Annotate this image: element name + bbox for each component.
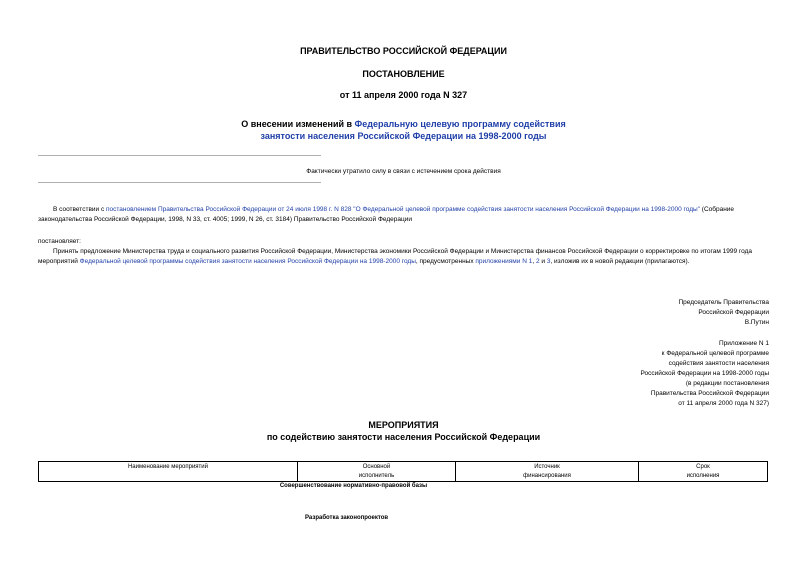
appendix-line-7: от 11 апреля 2000 года N 327) bbox=[678, 400, 769, 407]
appendix-header bbox=[640, 339, 769, 409]
column-header-deadline bbox=[639, 462, 768, 482]
resolution-828-link[interactable]: постановлением Правительства Российской Федерации от 24 июля 1998 г. N 828 "О Федеральной целевой программе содействия занятости населения Российской Федерации на 1998-2000 годы" bbox=[106, 206, 700, 213]
appendix-line-4: Российской Федерации на 1998-2000 годы bbox=[640, 370, 769, 377]
column-header-funding bbox=[456, 462, 639, 482]
measures-subtitle: по содействию занятости населения Российской Федерации bbox=[266, 432, 541, 442]
appendix-line-5: (в редакции постановления bbox=[685, 380, 769, 387]
appendix-3-link[interactable]: 3 bbox=[546, 258, 551, 265]
signature-block bbox=[678, 298, 769, 328]
column-header-name-text: Наименование мероприятий bbox=[127, 464, 209, 470]
column-header-executor-l1: Основной bbox=[362, 464, 391, 470]
body-separator-1: , bbox=[532, 258, 536, 265]
column-header-deadline-l1: Срок bbox=[696, 464, 710, 470]
appendix-2-link[interactable]: 2 bbox=[535, 258, 540, 265]
government-heading: ПРАВИТЕЛЬСТВО РОССИЙСКОЙ ФЕДЕРАЦИИ bbox=[300, 46, 507, 56]
signature-line-2: Российской Федерации bbox=[698, 309, 769, 316]
signature-line-3: В.Путин bbox=[744, 319, 769, 326]
preamble-paragraph bbox=[38, 205, 768, 225]
appendix-line-2: к Федеральной целевой программе bbox=[661, 350, 769, 357]
document-title bbox=[0, 118, 807, 142]
document-date-number: от 11 апреля 2000 года N 327 bbox=[339, 90, 468, 100]
column-header-funding-l1: Источник bbox=[534, 464, 560, 470]
body-paragraph bbox=[38, 247, 768, 267]
status-note: Фактически утратило силу в связи с истечением срока действия bbox=[306, 168, 501, 175]
appendix-1-link[interactable]: приложениями N 1 bbox=[475, 258, 533, 265]
measures-title: МЕРОПРИЯТИЯ bbox=[368, 420, 439, 430]
decree-word: постановляет: bbox=[38, 238, 81, 245]
program-link-line1[interactable]: Федеральную целевую программу содействия bbox=[354, 119, 566, 129]
column-header-name bbox=[39, 462, 298, 482]
appendix-line-1: Приложение N 1 bbox=[718, 340, 769, 347]
body-text-mid: , предусмотренных bbox=[415, 258, 476, 265]
column-header-executor-l2: исполнитель bbox=[358, 473, 395, 479]
document-type-heading: ПОСТАНОВЛЕНИЕ bbox=[362, 69, 445, 79]
federal-program-link[interactable]: Федеральной целевой программы содействия занятости населения Российской Федерации на 1998-2000 годы bbox=[79, 258, 416, 265]
table-header-row bbox=[39, 462, 768, 482]
divider-top bbox=[38, 155, 321, 156]
appendix-line-6: Правительства Российской Федерации bbox=[650, 390, 769, 397]
signature-line-1: Председатель Правительства bbox=[678, 299, 769, 306]
section-heading: Совершенствование нормативно-правовой базы bbox=[279, 483, 428, 489]
title-prefix: О внесении изменений в bbox=[241, 119, 355, 129]
column-header-deadline-l2: исполнения bbox=[686, 473, 720, 479]
measures-table bbox=[38, 461, 768, 482]
preamble-text-end: (Собрание законодательства Российской Федерации, 1998, N 33, ст. 4005; 1999, N 26, ст. 3184) Правительство Российской Федерации bbox=[38, 206, 735, 223]
body-text-end: , изложив их в новой редакции (прилагаются). bbox=[550, 258, 690, 265]
column-header-executor bbox=[298, 462, 456, 482]
program-link-line2[interactable]: занятости населения Российской Федерации на 1998-2000 годы bbox=[260, 131, 547, 141]
appendix-line-3: содействия занятости населения bbox=[668, 360, 769, 367]
body-text-start: Принять предложение Министерства труда и социального развития Российской Федерации, Министерства экономики Российской Федерации и Министерства финансов Российской Федерации о корректировке по итогам 1999 года мероприятий bbox=[38, 248, 752, 265]
subsection-heading: Разработка законопроектов bbox=[305, 515, 389, 521]
preamble-text-start: В соответствии с bbox=[53, 206, 107, 213]
divider-bottom bbox=[38, 182, 321, 183]
body-separator-2: и bbox=[539, 258, 547, 265]
column-header-funding-l2: финансирования bbox=[523, 473, 571, 479]
